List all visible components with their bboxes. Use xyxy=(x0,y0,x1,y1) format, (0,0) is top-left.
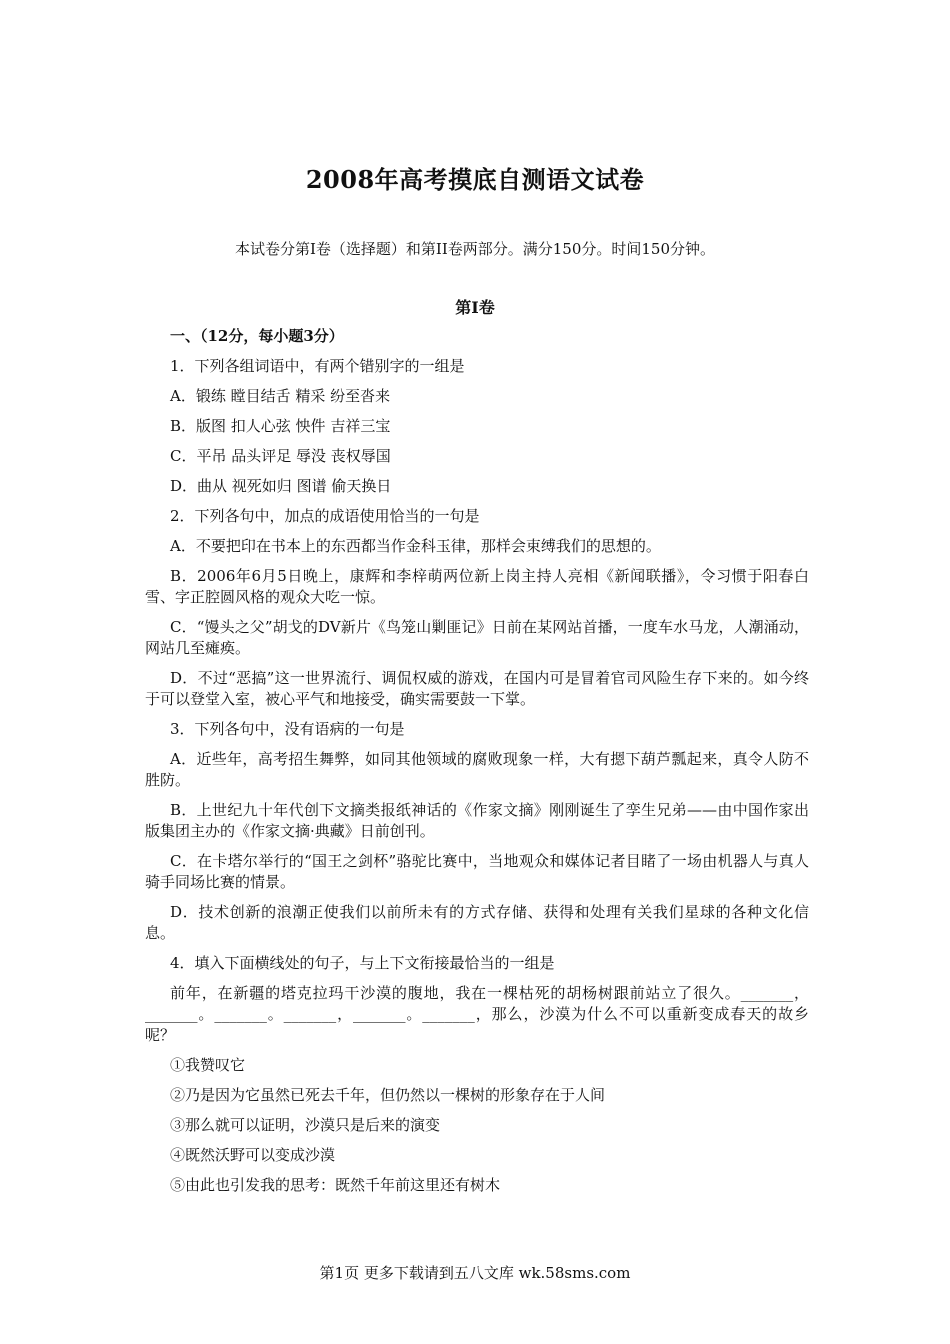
option-item: A．锻练 瞠目结舌 精采 纷至沓来 xyxy=(170,387,391,405)
part-heading: 一、（12分，每小题3分） xyxy=(170,327,344,345)
option-item: C．“馒头之父”胡戈的DV新片《鸟笼山剿匪记》日前在某网站首播，一度车水马龙，人潮涌动，网站几至瘫痪。 xyxy=(145,618,809,657)
option-item: A．不要把印在书本上的东西都当作金科玉律，那样会束缚我们的思想的。 xyxy=(170,537,661,555)
exam-intro: 本试卷分第I卷（选择题）和第II卷两部分。满分150分。时间150分钟。 xyxy=(234,240,716,258)
question-stem: 2．下列各句中，加点的成语使用恰当的一句是 xyxy=(170,507,480,525)
sentence-item: ⑤由此也引发我的思考：既然千年前这里还有树木 xyxy=(170,1176,501,1194)
option-item: C．在卡塔尔举行的“国王之剑杯”骆驼比赛中，当地观众和媒体记者目睹了一场由机器人与真人骑手同场比赛的情景。 xyxy=(145,852,809,891)
option-item: D．不过“恶搞”这一世界流行、调侃权威的游戏，在国内可是冒着官司风险生存下来的。如今终于可以登堂入室，被心平气和地接受，确实需要鼓一下掌。 xyxy=(145,669,809,708)
section-title: 第I卷 xyxy=(455,298,495,317)
passage-text: 前年，在新疆的塔克拉玛干沙漠的腹地，我在一棵枯死的胡杨树跟前站立了很久。_______，_______。_______。_______，_______。_______，那么，沙漠为什么不可以重新变成春天的故乡呢？ xyxy=(145,984,809,1044)
sentence-item: ②乃是因为它虽然已死去千年，但仍然以一棵树的形象存在于人间 xyxy=(170,1086,606,1104)
option-item: D．技术创新的浪潮正使我们以前所未有的方式存储、获得和处理有关我们星球的各种文化信息。 xyxy=(145,903,809,942)
question-stem: 1．下列各组词语中，有两个错别字的一组是 xyxy=(170,357,465,375)
question-stem: 4．填入下面横线处的句子，与上下文衔接最恰当的一组是 xyxy=(170,954,555,972)
option-item: B．2006年6月5日晚上，康辉和李梓萌两位新上岗主持人亮相《新闻联播》，令习惯于阳春白雪、字正腔圆风格的观众大吃一惊。 xyxy=(145,567,809,606)
sentence-item: ①我赞叹它 xyxy=(170,1056,246,1074)
option-item: B．上世纪九十年代创下文摘类报纸神话的《作家文摘》刚刚诞生了孪生兄弟——由中国作家出版集团主办的《作家文摘·典藏》日前创刊。 xyxy=(145,801,809,840)
option-item: A．近些年，高考招生舞弊，如同其他领域的腐败现象一样，大有摁下葫芦瓢起来，真令人防不胜防。 xyxy=(145,750,809,789)
questions-body xyxy=(145,326,809,1205)
option-item: D．曲从 视死如归 图谱 偷天换日 xyxy=(170,477,392,495)
page-title: 2008年高考摸底自测语文试卷 xyxy=(305,165,645,194)
question-stem: 3．下列各句中，没有语病的一句是 xyxy=(170,720,405,738)
page-footer: 第1页 更多下载请到五八文库 wk.58sms.com xyxy=(319,1264,631,1282)
option-item: C．平吊 品头评足 辱没 丧权辱国 xyxy=(170,447,391,465)
option-item: B．版图 扣人心弦 怏件 吉祥三宝 xyxy=(170,417,391,435)
sentence-item: ④既然沃野可以变成沙漠 xyxy=(170,1146,336,1164)
sentence-item: ③那么就可以证明，沙漠只是后来的演变 xyxy=(170,1116,441,1134)
